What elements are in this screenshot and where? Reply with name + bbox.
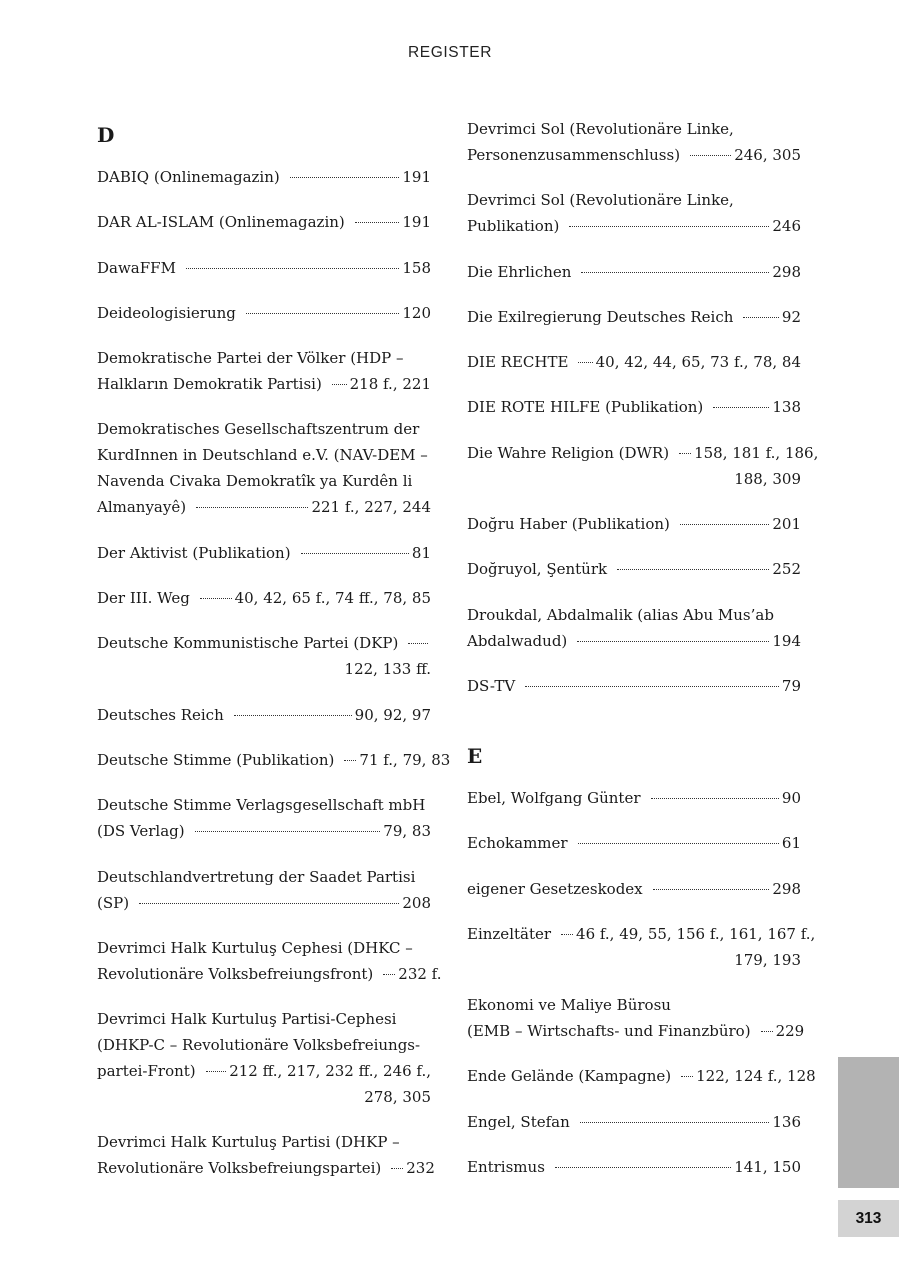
- entry-term: Der III. Weg: [97, 589, 190, 608]
- entry-final-line: [467, 876, 801, 902]
- entry-page-refs: 79: [781, 676, 801, 695]
- entry-final-line: [467, 1063, 816, 1089]
- entry-page-refs: 298: [772, 262, 801, 281]
- entry-page-refs: 136: [772, 1112, 801, 1131]
- entry-final-line: [97, 540, 431, 566]
- entry-page-refs: 138: [772, 398, 801, 417]
- entry-term: Almanyayê): [97, 498, 187, 517]
- entry-final-line: [467, 628, 801, 654]
- entry-text-line: Deutschlandvertretung der Saadet Partisi: [97, 867, 416, 886]
- dot-leader: [196, 507, 308, 508]
- index-entry: [97, 864, 431, 916]
- entry-final-line: [97, 747, 451, 773]
- entry-term: Publikation): [467, 217, 560, 236]
- index-entry: [467, 602, 801, 654]
- entry-text-line: Demokratische Partei der Völker (HDP –: [97, 349, 404, 368]
- entry-page-refs: 158: [402, 258, 431, 277]
- dot-leader: [195, 831, 381, 832]
- index-entry: [467, 673, 801, 699]
- entry-page-refs: 298: [772, 879, 801, 898]
- entry-page-refs: 191: [402, 168, 431, 186]
- index-entry: [467, 1109, 801, 1135]
- entry-page-refs: 212 ff., 217, 232 ff., 246 f.,: [229, 1062, 431, 1081]
- entry-term: Abdalwadud): [467, 631, 568, 650]
- entry-text-line: (DHKP-C – Revolutionäre Volksbefreiungs-: [97, 1036, 421, 1055]
- entry-final-line: [467, 304, 801, 330]
- entry-term: (DS Verlag): [97, 822, 185, 841]
- entry-term: DIE RECHTE: [467, 353, 569, 372]
- entry-final-line: [97, 702, 431, 728]
- dot-leader: [578, 843, 779, 844]
- entry-final-line: [467, 142, 801, 168]
- index-entry: [467, 876, 801, 902]
- entry-final-line: [97, 1058, 431, 1084]
- entry-page-refs: 46 f., 49, 55, 156 f., 161, 167 f.,: [576, 924, 816, 943]
- dot-leader: [578, 362, 592, 363]
- index-entry: [97, 345, 431, 397]
- entry-page-refs: 194: [772, 631, 801, 650]
- entry-final-line: [97, 300, 431, 326]
- dot-leader: [246, 313, 399, 314]
- page-number: 313: [838, 1200, 899, 1237]
- index-entry: [97, 585, 431, 611]
- dot-leader: [332, 384, 347, 385]
- entry-term: Entrismus: [467, 1158, 545, 1177]
- entry-text-line: Devrimci Halk Kurtuluş Partisi (DHKP –: [97, 1133, 400, 1152]
- dot-leader: [651, 798, 779, 799]
- index-column-right: [467, 116, 819, 1199]
- entry-term: DAR AL-ISLAM (Onlinemagazin): [97, 213, 345, 232]
- entry-final-line: [467, 259, 801, 285]
- index-entry: [97, 209, 431, 235]
- entry-term: Deideologisierung: [97, 303, 236, 322]
- entry-term: Deutsches Reich: [97, 705, 224, 724]
- index-entry: [97, 792, 431, 844]
- entry-final-line: [467, 556, 801, 582]
- entry-list-e: [467, 785, 816, 1180]
- entry-final-line: [467, 394, 801, 420]
- index-entry: [467, 556, 801, 582]
- dot-leader: [344, 760, 356, 761]
- entry-page-refs-continued: 188, 309: [734, 469, 801, 488]
- dot-leader: [653, 889, 770, 890]
- entry-page-refs: 40, 42, 65 f., 74 ff., 78, 85: [234, 589, 431, 608]
- entry-final-line: [467, 1154, 801, 1180]
- entry-term: DIE ROTE HILFE (Publikation): [467, 398, 704, 417]
- index-entry: [467, 1154, 801, 1180]
- entry-page-refs: 90: [781, 788, 801, 807]
- entry-page-refs: 120: [402, 303, 431, 322]
- index-entry: [467, 992, 805, 1044]
- entry-page-refs: 246, 305: [734, 146, 801, 164]
- dot-leader: [690, 155, 731, 156]
- dot-leader: [617, 569, 769, 570]
- entry-term: Die Wahre Religion (DWR): [467, 443, 670, 462]
- index-entry: [467, 394, 801, 420]
- index-entry: [467, 349, 801, 375]
- index-entry: [97, 1129, 435, 1181]
- entry-page-refs: 232: [406, 1159, 435, 1178]
- dot-leader: [525, 686, 779, 687]
- dot-leader: [355, 222, 400, 223]
- index-entry: [97, 630, 431, 682]
- entry-page-refs: 81: [411, 543, 431, 562]
- entry-final-line: [467, 511, 801, 537]
- index-entry: [467, 785, 801, 811]
- dot-leader: [200, 598, 232, 599]
- dot-leader: [581, 272, 769, 273]
- entry-term: Ebel, Wolfgang Günter: [467, 788, 641, 807]
- entry-page-refs: 201: [772, 515, 801, 534]
- entry-term: Die Exilregierung Deutsches Reich: [467, 307, 734, 326]
- thumb-index-tab: [838, 1057, 899, 1188]
- dot-leader: [577, 641, 769, 642]
- index-entry: [97, 255, 431, 281]
- index-entry: [467, 116, 801, 168]
- entry-final-line: [467, 213, 801, 239]
- index-entry: [97, 1006, 431, 1110]
- entry-page-refs: 229: [775, 1022, 805, 1041]
- entry-term: Echokammer: [467, 834, 568, 853]
- entry-page-refs: 218 f., 221: [349, 375, 431, 394]
- index-entry: [467, 1063, 816, 1089]
- entry-term: (SP): [97, 893, 130, 912]
- entry-text-line: Devrimci Halk Kurtuluş Cephesi (DHKC –: [97, 938, 413, 957]
- entry-term: Engel, Stefan: [467, 1112, 570, 1131]
- index-entry: [97, 164, 431, 190]
- entry-page-refs-continued: 278, 305: [364, 1088, 431, 1107]
- entry-term: (EMB – Wirtschafts- und Finanzbüro): [467, 1022, 751, 1041]
- index-entry: [97, 935, 442, 987]
- entry-page-refs: 158, 181 f., 186,: [694, 443, 819, 462]
- entry-term: DS-TV: [467, 676, 516, 695]
- entry-text-line: Navenda Civaka Demokratîk ya Kurdên li: [97, 472, 413, 491]
- dot-leader: [580, 1122, 770, 1123]
- dot-leader: [391, 1168, 403, 1169]
- dot-leader: [761, 1031, 773, 1032]
- dot-leader: [681, 1076, 693, 1077]
- entry-final-line: [467, 785, 801, 811]
- dot-leader: [290, 177, 400, 178]
- entry-term: Deutsche Stimme (Publikation): [97, 750, 335, 769]
- index-entry: [97, 540, 431, 566]
- index-entry: [467, 830, 801, 856]
- index-entry: [97, 702, 431, 728]
- dot-leader: [186, 268, 399, 269]
- entry-text-line: Devrimci Sol (Revolutionäre Linke,: [467, 120, 734, 138]
- entry-term: Doğru Haber (Publikation): [467, 515, 670, 534]
- entry-page-refs-continued: 179, 193: [734, 950, 801, 969]
- entry-page-refs: 40, 42, 44, 65, 73 f., 78, 84: [595, 353, 801, 372]
- entry-final-line: [97, 585, 431, 611]
- dot-leader: [301, 553, 409, 554]
- section-letter-e: E: [467, 743, 483, 768]
- entry-term: Halkların Demokratik Partisi): [97, 375, 322, 394]
- entry-final-line: [97, 164, 431, 190]
- entry-final-line: [467, 440, 819, 466]
- index-column-left: [97, 116, 451, 1201]
- dot-leader: [680, 524, 769, 525]
- entry-text-line: Demokratisches Gesellschaftszentrum der: [97, 420, 420, 439]
- index-entry: [467, 187, 801, 239]
- entry-page-refs: 61: [781, 834, 801, 853]
- entry-text-line: KurdInnen in Deutschland e.V. (NAV-DEM –: [97, 446, 428, 465]
- entry-final-line: [97, 371, 431, 397]
- entry-page-refs: 79, 83: [383, 822, 431, 841]
- entry-final-line: [97, 494, 431, 520]
- entry-page-refs: 122, 124 f., 128: [696, 1067, 816, 1086]
- entry-page-refs: 246: [772, 217, 801, 236]
- entry-term: Die Ehrlichen: [467, 262, 572, 281]
- index-entry: [467, 440, 819, 492]
- dot-leader: [743, 317, 779, 318]
- entry-final-line: [97, 209, 431, 235]
- entry-final-line: [97, 890, 431, 916]
- entry-text-line: Devrimci Halk Kurtuluş Partisi-Cephesi: [97, 1010, 397, 1029]
- entry-term: Der Aktivist (Publikation): [97, 543, 291, 562]
- entry-page-refs-continued: 122, 133 ff.: [344, 660, 431, 679]
- index-entry: [467, 511, 801, 537]
- dot-leader: [713, 407, 769, 408]
- entry-list-d-right: [467, 116, 819, 699]
- entry-term: partei-Front): [97, 1062, 196, 1081]
- dot-leader: [555, 1167, 731, 1168]
- entry-page-refs: 191: [402, 213, 431, 232]
- entry-text-line: Ekonomi ve Maliye Bürosu: [467, 996, 671, 1015]
- entry-page-refs: 71 f., 79, 83: [359, 750, 451, 769]
- entry-page-refs: 208: [402, 893, 431, 912]
- entry-final-line: [467, 1018, 805, 1044]
- entry-final-line: [97, 630, 431, 656]
- entry-term: Deutsche Kommunistische Partei (DKP): [97, 634, 399, 653]
- section-letter-d: D: [97, 123, 115, 147]
- entry-term: Revolutionäre Volksbefreiungspartei): [97, 1159, 382, 1178]
- entry-final-line: [467, 673, 801, 699]
- entry-final-line: [97, 818, 431, 844]
- entry-final-line: [467, 830, 801, 856]
- entry-page-refs: 92: [781, 307, 801, 326]
- index-entry: [467, 304, 801, 330]
- entry-term: Revolutionäre Volksbefreiungsfront): [97, 964, 374, 983]
- entry-term: Einzeltäter: [467, 924, 552, 943]
- entry-term: Doğruyol, Şentürk: [467, 560, 608, 579]
- dot-leader: [139, 903, 399, 904]
- index-entry: [97, 300, 431, 326]
- dot-leader: [234, 715, 352, 716]
- index-entry: [97, 747, 451, 773]
- entry-page-refs: 221 f., 227, 244: [311, 498, 431, 517]
- dot-leader: [408, 643, 428, 644]
- entry-final-line: [467, 921, 816, 947]
- index-entry: [467, 259, 801, 285]
- dot-leader: [561, 934, 573, 935]
- index-entry: [467, 921, 816, 973]
- entry-page-refs: 252: [772, 560, 801, 579]
- entry-page-refs: 232 f.: [398, 964, 442, 983]
- dot-leader: [679, 453, 691, 454]
- entry-final-line: [97, 1155, 435, 1181]
- dot-leader: [383, 974, 395, 975]
- entry-final-line: [97, 255, 431, 281]
- index-entry: [97, 416, 431, 520]
- dot-leader: [569, 226, 769, 227]
- entry-list-d-left: [97, 164, 451, 1181]
- entry-term: eigener Gesetzeskodex: [467, 879, 643, 898]
- entry-final-line: [97, 961, 442, 987]
- entry-term: DawaFFM: [97, 258, 176, 277]
- running-header: REGISTER: [407, 44, 493, 61]
- entry-text-line: Deutsche Stimme Verlagsgesellschaft mbH: [97, 796, 426, 815]
- entry-term: Personenzusammenschluss): [467, 146, 681, 164]
- entry-term: Ende Gelände (Kampagne): [467, 1067, 672, 1086]
- entry-page-refs: 90, 92, 97: [354, 705, 431, 724]
- entry-page-refs: 141, 150: [734, 1158, 801, 1177]
- dot-leader: [206, 1071, 227, 1072]
- entry-term: DABIQ (Onlinemagazin): [97, 168, 280, 186]
- entry-final-line: [467, 1109, 801, 1135]
- entry-final-line: [467, 349, 801, 375]
- entry-text-line: Droukdal, Abdalmalik (alias Abu Mus’ab: [467, 605, 774, 624]
- entry-text-line: Devrimci Sol (Revolutionäre Linke,: [467, 191, 734, 210]
